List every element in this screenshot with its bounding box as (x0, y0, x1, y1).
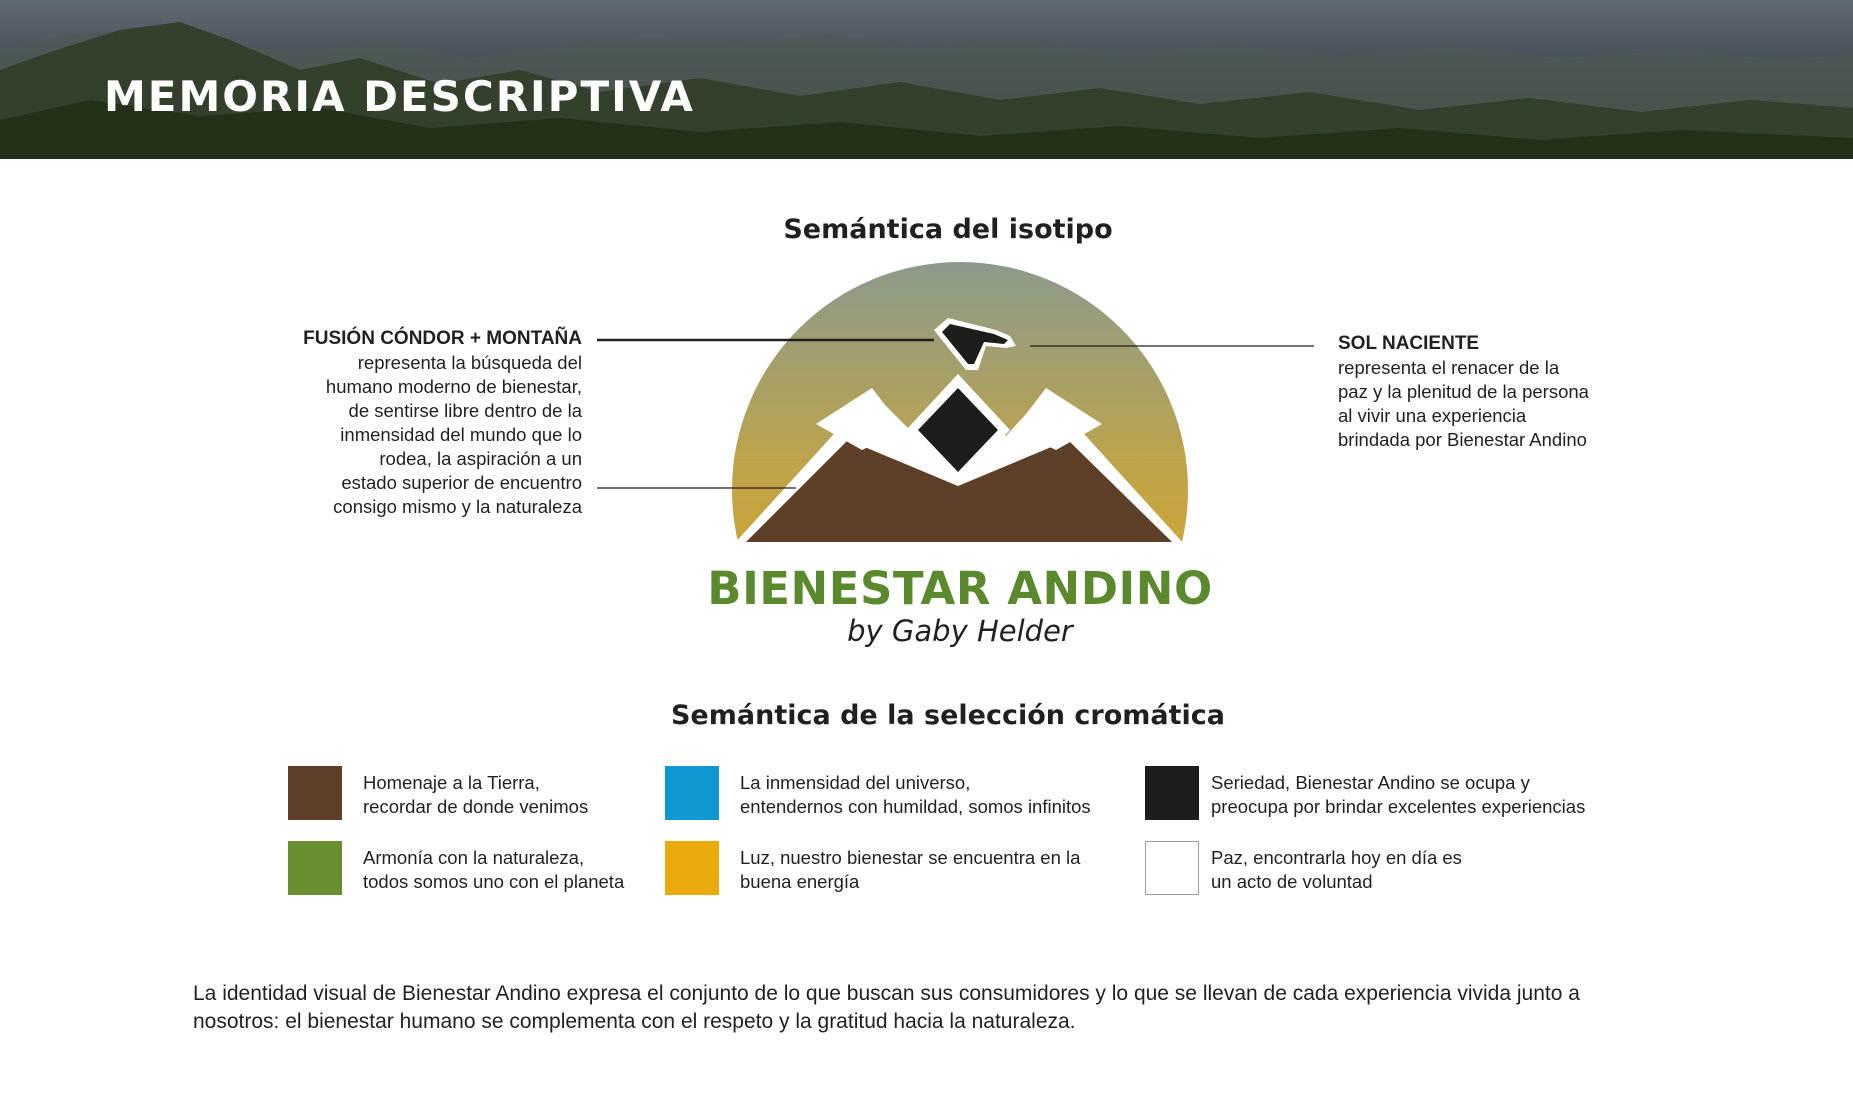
rising-sun-line: al vivir una experiencia (1338, 405, 1527, 426)
color-swatch (288, 841, 342, 895)
condor-mountain-line: inmensidad del mundo que lo (340, 424, 582, 445)
color-swatch (665, 841, 719, 895)
page-title: MEMORIA DESCRIPTIVA (104, 72, 695, 121)
condor-mountain-line: representa la búsqueda del (357, 352, 582, 373)
footer-paragraph (193, 980, 1713, 1036)
rising-sun-line: brindada por Bienestar Andino (1338, 429, 1587, 450)
color-description-line: recordar de donde venimos (363, 796, 589, 817)
isotipo-section-title: Semántica del isotipo (783, 214, 1113, 245)
rising-sun-note (1338, 332, 1638, 452)
condor-mountain-line: estado superior de encuentro (341, 472, 582, 493)
color-description-line: Homenaje a la Tierra, (363, 772, 540, 793)
condor-mountain-line: humano moderno de bienestar, (325, 376, 582, 397)
color-description-line: Armonía con la naturaleza, (363, 847, 585, 868)
color-description-line: un acto de voluntad (1211, 871, 1373, 892)
footer-line: La identidad visual de Bienestar Andino expresa el conjunto de lo que buscan sus consumidores y lo que se llevan de cada experiencia vivida junto a (193, 982, 1580, 1005)
condor-mountain-line: rodea, la aspiración a un (379, 448, 582, 469)
color-description-line: La inmensidad del universo, (740, 772, 971, 793)
color-swatch (665, 766, 719, 820)
condor-mountain-note (230, 327, 582, 519)
rising-sun-line: paz y la plenitud de la persona (1338, 381, 1589, 402)
condor-mountain-line: consigo mismo y la naturaleza (333, 496, 582, 517)
cromatica-section-title: Semántica de la selección cromática (670, 700, 1226, 731)
color-swatch (1145, 766, 1199, 820)
color-description-line: entendernos con humildad, somos infinitos (740, 796, 1091, 817)
color-description-line: todos somos uno con el planeta (363, 871, 625, 892)
rising-sun-heading: SOL NACIENTE (1338, 333, 1480, 354)
color-description-line: Paz, encontrarla hoy en día es (1211, 847, 1462, 868)
rising-sun-line: representa el renacer de la (1338, 357, 1560, 378)
color-swatch (1145, 841, 1199, 895)
color-swatch (288, 766, 342, 820)
color-description-line: preocupa por brindar excelentes experiencias (1211, 796, 1586, 817)
color-description-line: Luz, nuestro bienestar se encuentra en la (740, 847, 1081, 868)
footer-line: nosotros: el bienestar humano se complementa con el respeto y la gratitud hacia la naturaleza. (193, 1010, 1076, 1033)
brand-byline: by Gaby Helder (847, 614, 1073, 648)
condor-mountain-heading: FUSIÓN CÓNDOR + MONTAÑA (303, 328, 582, 349)
condor-mountain-line: de sentirse libre dentro de la (348, 400, 582, 421)
color-description-line: Seriedad, Bienestar Andino se ocupa y (1211, 772, 1530, 793)
brand-name: BIENESTAR ANDINO (707, 562, 1213, 615)
color-description-line: buena energía (740, 871, 860, 892)
